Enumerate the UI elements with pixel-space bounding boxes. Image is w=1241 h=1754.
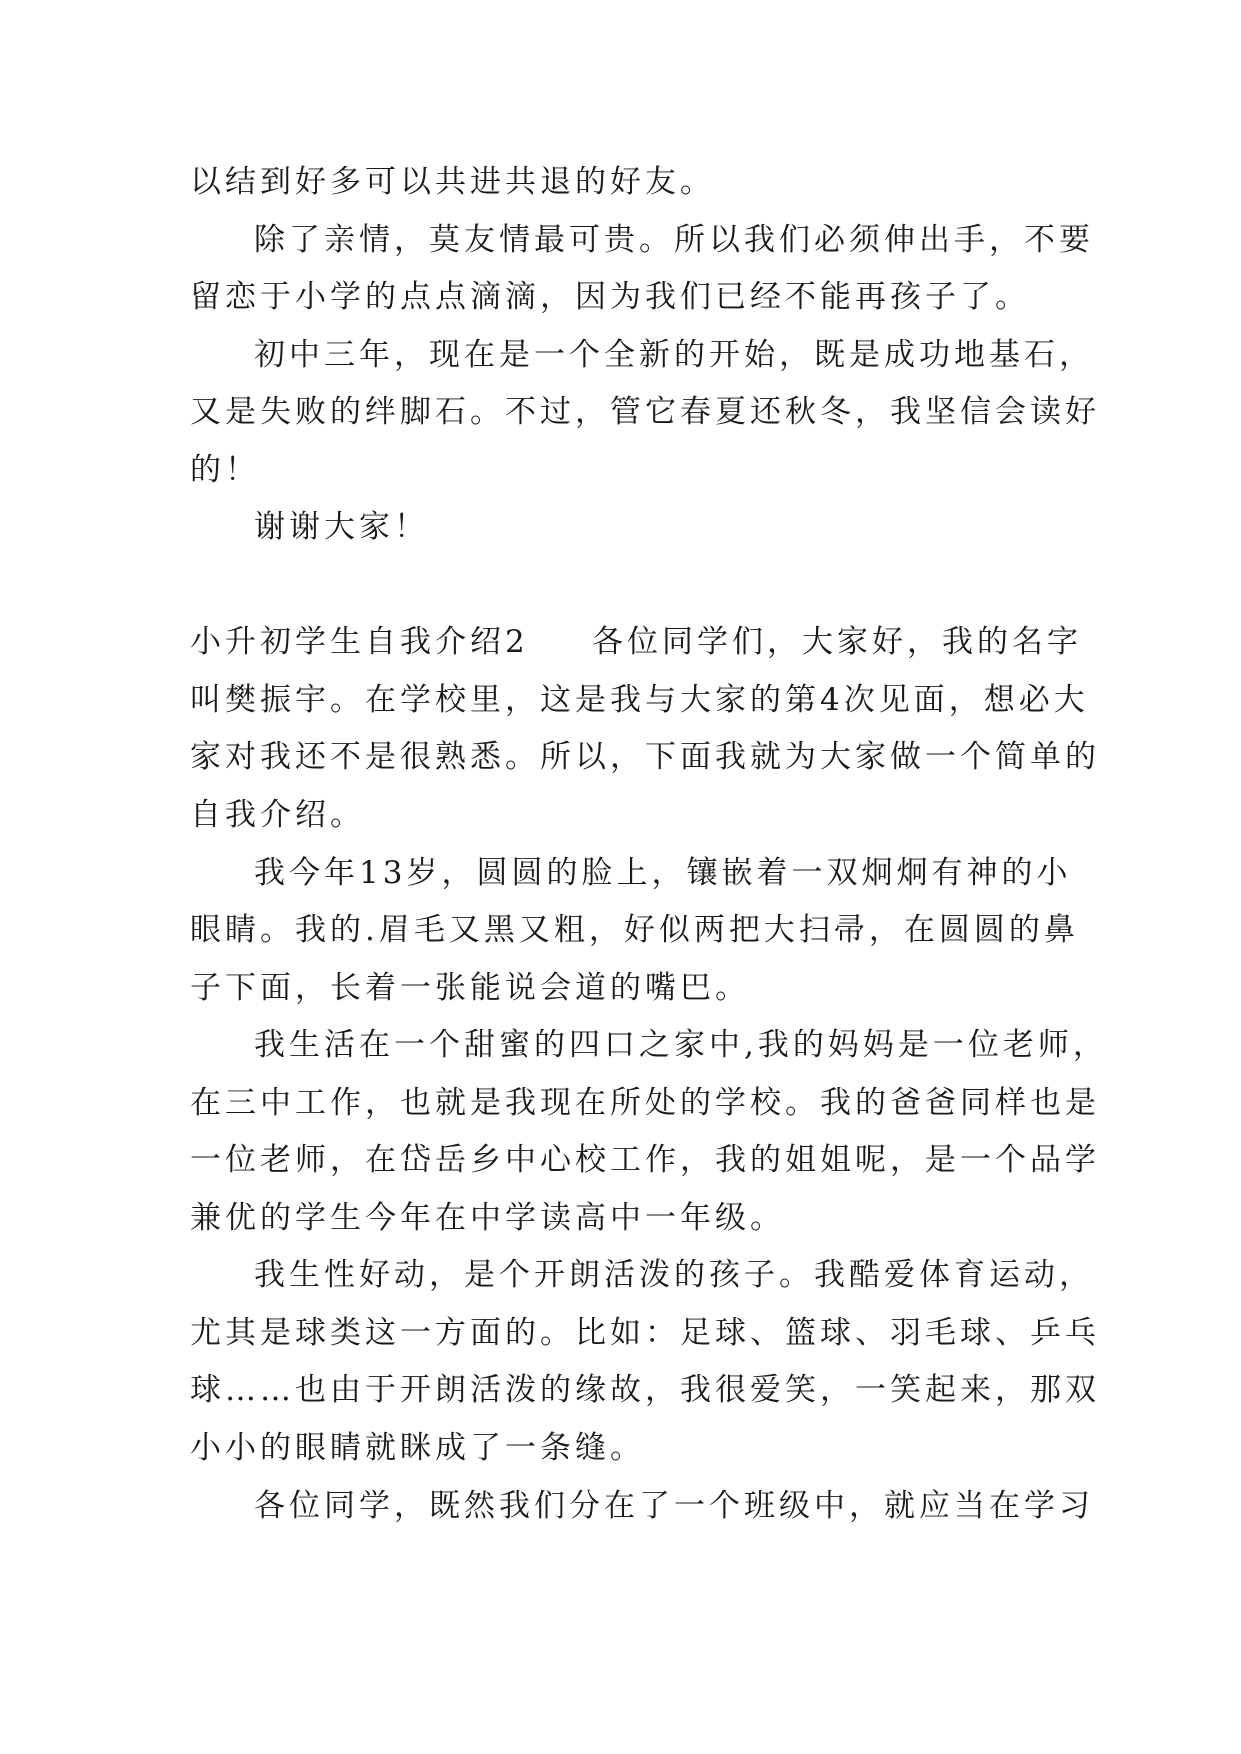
text-line: 子下面，长着一张能说会道的嘴巴。 <box>190 970 750 1006</box>
text-line: 各位同学，既然我们分在了一个班级中，就应当在学习 <box>254 1488 1094 1524</box>
text-line: 在三中工作，也就是我现在所处的学校。我的爸爸同样也是 <box>190 1085 1100 1121</box>
section-title: 小升初学生自我介绍2 <box>190 624 529 660</box>
text-line: 家对我还不是很熟悉。所以，下面我就为大家做一个简单的 <box>190 739 1100 775</box>
text-line: 球……也由于开朗活泼的缘故，我很爱笑，一笑起来，那双 <box>190 1372 1100 1408</box>
text-line: 兼优的学生今年在中学读高中一年级。 <box>190 1200 785 1236</box>
text-line: 除了亲情，莫友情最可贵。所以我们必须伸出手，不要 <box>254 222 1094 258</box>
text-line: 以结到好多可以共进共退的好友。 <box>190 164 715 200</box>
text-line: 尤其是球类这一方面的。比如：足球、篮球、羽毛球、乒乓 <box>190 1315 1100 1351</box>
text-line: 自我介绍。 <box>190 797 365 833</box>
text-line: 又是失败的绊脚石。不过，管它春夏还秋冬，我坚信会读好 <box>190 394 1100 430</box>
text-line: 留恋于小学的点点滴滴，因为我们已经不能再孩子了。 <box>190 279 1030 315</box>
text-line: 叫樊振宇。在学校里，这是我与大家的第4次见面，想必大 <box>190 682 1089 718</box>
text-line: 谢谢大家！ <box>254 509 429 545</box>
text-line: 各位同学们，大家好，我的名字 <box>592 624 1082 660</box>
text-line: 眼睛。我的.眉毛又黑又粗，好似两把大扫帚，在圆圆的鼻 <box>190 912 1079 948</box>
text-line: 小小的眼睛就眯成了一条缝。 <box>190 1430 645 1466</box>
text-line: 初中三年，现在是一个全新的开始，既是成功地基石， <box>254 337 1094 373</box>
text-line: 的！ <box>190 452 260 488</box>
text-line: 我今年13岁，圆圆的脸上，镶嵌着一双炯炯有神的小 <box>254 855 1072 891</box>
text-line: 我生性好动，是个开朗活泼的孩子。我酷爱体育运动， <box>254 1257 1094 1293</box>
text-line: 一位老师，在岱岳乡中心校工作，我的姐姐呢，是一个品学 <box>190 1142 1100 1178</box>
text-line: 我生活在一个甜蜜的四口之家中,我的妈妈是一位老师， <box>254 1027 1108 1063</box>
